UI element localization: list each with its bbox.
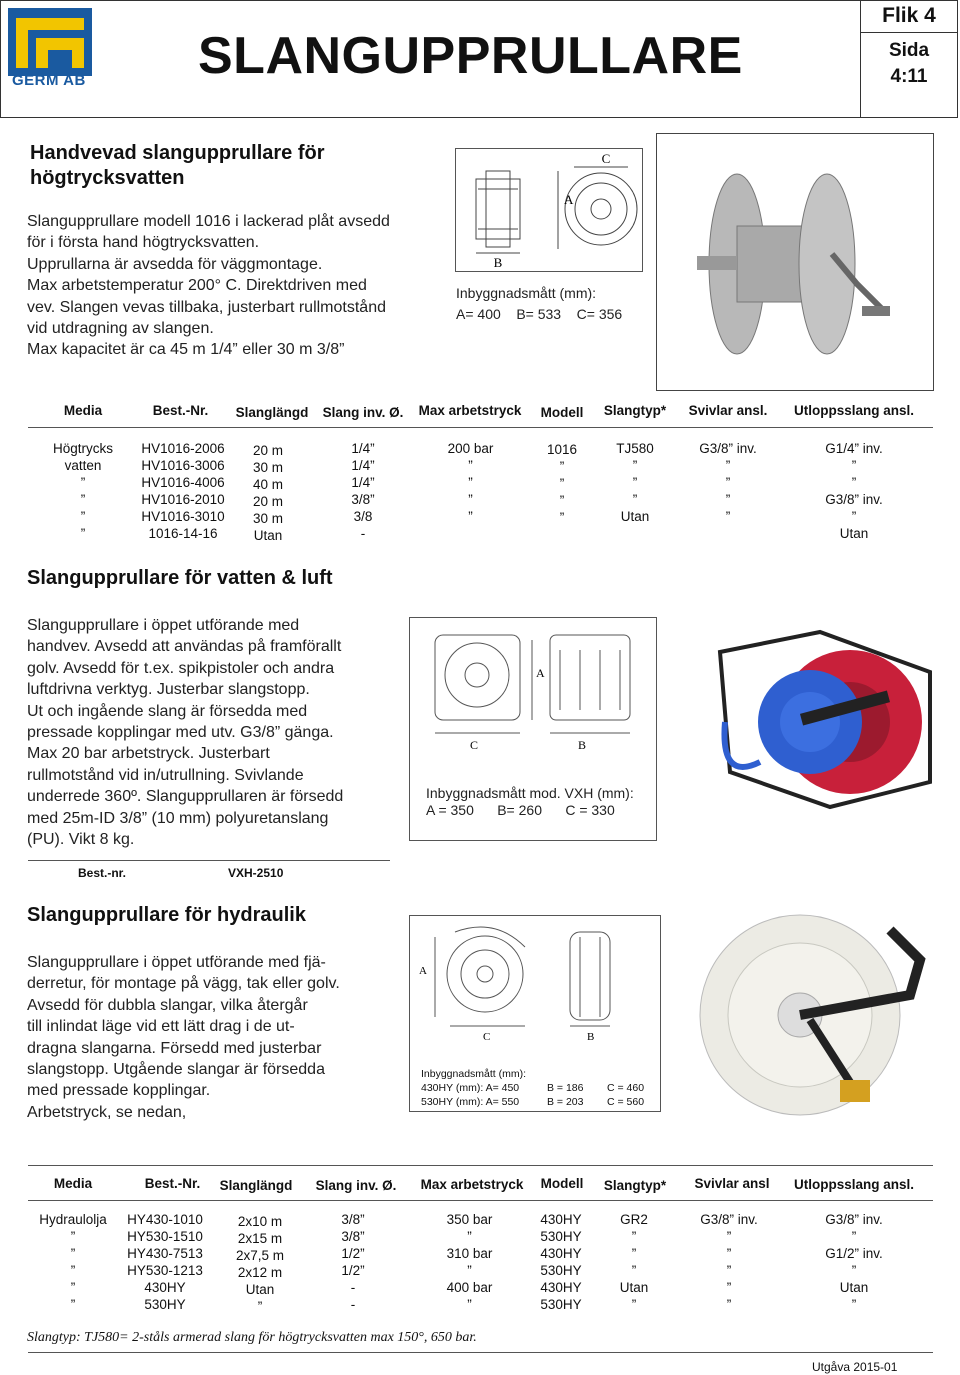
table2-body [28,1211,933,1321]
sida-label: Sida [888,40,930,61]
table2-swivel-cells: G3/8” inv. ” ” ” ” ” [700,1212,758,1312]
table2-col-length: Slanglängd [219,1178,293,1193]
vxh-label-c: C [470,738,479,752]
table2-col-media: Media [53,1176,93,1191]
section2-dims-values: A = 350 B= 260 C = 330 [426,802,615,818]
table1-media-cells: Högtrycks vatten ” ” ” ” [52,441,113,541]
page-title: SLANGUPPRULLARE [198,27,743,85]
vxh-drawing [420,625,645,755]
table1-col-length: Slanglängd [235,405,309,420]
hy-photo [690,900,935,1120]
table2-pressure-cells: 350 bar ” 310 bar ” 400 bar ” [446,1212,493,1312]
table2-rule [28,1200,933,1201]
section1-dims-title: Inbyggnadsmått (mm): [456,285,597,301]
table2-bestnr-cells: HY430-1010 HY530-1510 HY430-7513 HY530-1213 430HY 530HY [127,1212,203,1312]
page-number [860,38,958,90]
dim-label-b: B [493,255,503,270]
hy-label-c: C [483,1031,491,1043]
table1-body [28,440,933,550]
section3-text: Slangupprullare i öppet utförande med fjä- derretur, för montage på vägg, tak eller golv. Avsedd för dubbla slangar, vilka återgår till inlindat läge vid ett lätt drag i de ut- dragna slangarna. Försedd med justerbar slangstopp. Utgående slangar är försedda med pressade kopplingar. Arbetstryck, se nedan, [27,954,340,1121]
table1-pressure-cells: 200 bar ” ” ” ” [447,441,494,524]
hy-dims-row-530: 530HY (mm): A= 550 B = 203 C = 560 [421,1096,645,1108]
table2-length-cells: 2x10 m 2x15 m 2x7,5 m 2x12 m Utan ” [235,1214,285,1314]
table2-col-swivel: Svivlar ansl [694,1176,770,1191]
section2-heading: Slangupprullare för vatten & luft [27,567,333,589]
table2-model-cells: 430HY 530HY 430HY 530HY 430HY 530HY [540,1212,582,1312]
table1-model-cells: 1016 ” ” ” ” [546,442,578,525]
dim-label-a: A [564,192,574,207]
table2-col-pressure: Max arbetstryck [420,1177,524,1192]
table1-outlet-cells: G1/4” inv. ” ” G3/8” inv. ” Utan [825,441,883,541]
table2-hosetype-cells: GR2 ” ” ” Utan ” [619,1212,649,1312]
section3-dims-title: Inbyggnadsmått (mm): [421,1068,527,1080]
table1-col-diameter: Slang inv. Ø. [322,405,404,420]
section2-rule [28,860,390,861]
table2-col-outlet: Utloppsslang ansl. [793,1177,915,1192]
table1-length-cells: 20 m 30 m 40 m 20 m 30 m Utan [252,443,283,543]
table2-col-diameter: Slang inv. Ø. [315,1178,397,1193]
table2-col-hosetype: Slangtyp* [603,1178,667,1193]
section2-dims-title: Inbyggnadsmått mod. VXH (mm): [426,785,634,801]
section1-dims-values: A= 400 B= 533 C= 356 [456,306,623,322]
best-nr-label: Best.-nr. [78,866,127,880]
section3-heading: Slangupprullare för hydraulik [27,904,306,926]
dim-label-c: C [601,151,611,166]
table1-col-hosetype: Slangtyp* [603,403,667,418]
table2-col-model: Modell [540,1176,584,1191]
table1-swivel-cells: G3/8” inv. ” ” ” ” [699,441,757,524]
table1-hosetype-cells: TJ580 ” ” ” Utan [616,441,654,524]
section1-text: Slangupprullare modell 1016 i lackerad plåt avsedd för i första hand högtrycksvatten. Upprullarna är avsedda för väggmontage. Max arbetstemperatur 200° C. Direktdriven med vev. Slangen vevas tillbaka, justerbart rullmotstånd vid utdragning av slangen. Max kapacitet är ca 45 m 1/4” eller 30 m 3/8” [27,213,390,359]
flik-label: Flik 4 [882,4,936,27]
table2-media-cells: Hydraulolja ” ” ” ” ” [39,1212,107,1312]
table1-header [28,403,933,423]
logo-text: GERM AB [12,72,86,89]
table1-diameter-cells: 1/4” 1/4” 1/4” 3/8” 3/8 - [351,441,375,541]
table1-col-outlet: Utloppsslang ansl. [793,403,915,418]
vxh-label-b: B [578,738,587,752]
vxh-photo [700,612,935,812]
sida-value: 4:11 [890,66,928,87]
hy-drawing [415,922,655,1047]
section1-heading: Handvevad slangupprullare för högtrycksvatten [30,142,325,189]
reel-1016-drawing [455,148,643,272]
footnote: Slangtyp: TJ580= 2-ståls armerad slang för högtrycksvatten max 150°, 650 bar. [27,1330,477,1345]
table2-header [28,1176,933,1196]
hy-label-b: B [587,1031,595,1043]
table2-col-bestnr: Best.-Nr. [144,1176,201,1191]
edition: Utgåva 2015-01 [812,1360,898,1374]
hy-label-a: A [419,965,427,977]
table2-outlet-cells: G3/8” inv. ” G1/2” inv. ” Utan ” [825,1212,883,1312]
hy-dims-row-430: 430HY (mm): A= 450 B = 186 C = 460 [421,1082,645,1094]
best-nr-value: VXH-2510 [228,866,284,880]
table1-col-media: Media [63,403,103,418]
table1-bestnr-cells: HV1016-2006 HV1016-3006 HV1016-4006 HV1016-2010 HV1016-3010 1016-14-16 [141,441,225,541]
table1-col-swivel: Svivlar ansl. [688,403,768,418]
reel-1016-photo [656,133,934,391]
tab-divider [860,32,958,33]
table1-col-pressure: Max arbetstryck [418,403,522,418]
table1-col-model: Modell [540,405,584,420]
table2-top-rule [28,1165,933,1166]
table1-rule [28,427,933,428]
table2-diameter-cells: 3/8” 3/8” 1/2” 1/2” - - [341,1212,365,1312]
table1-col-bestnr: Best.-Nr. [152,403,209,418]
vxh-label-a: A [536,666,545,680]
footer-rule [28,1352,933,1353]
section2-text: Slangupprullare i öppet utförande med handvev. Avsedd att användas på framförallt golv. Avsedd för t.ex. spikpistoler och andra luftdrivna verktyg. Justerbar slangstopp. Ut och ingående slang är försedda med pressade kopplingar med utv. G3/8” gänga. Max 20 bar arbetstryck. Justerbart rullmotstånd vid in/utrullning. Svivlande underrede 360º. Slangupprullaren är försedd med 25m-ID 3/8” (10 mm) polyuretanslang (PU). Vikt 8 kg. [27,617,344,849]
